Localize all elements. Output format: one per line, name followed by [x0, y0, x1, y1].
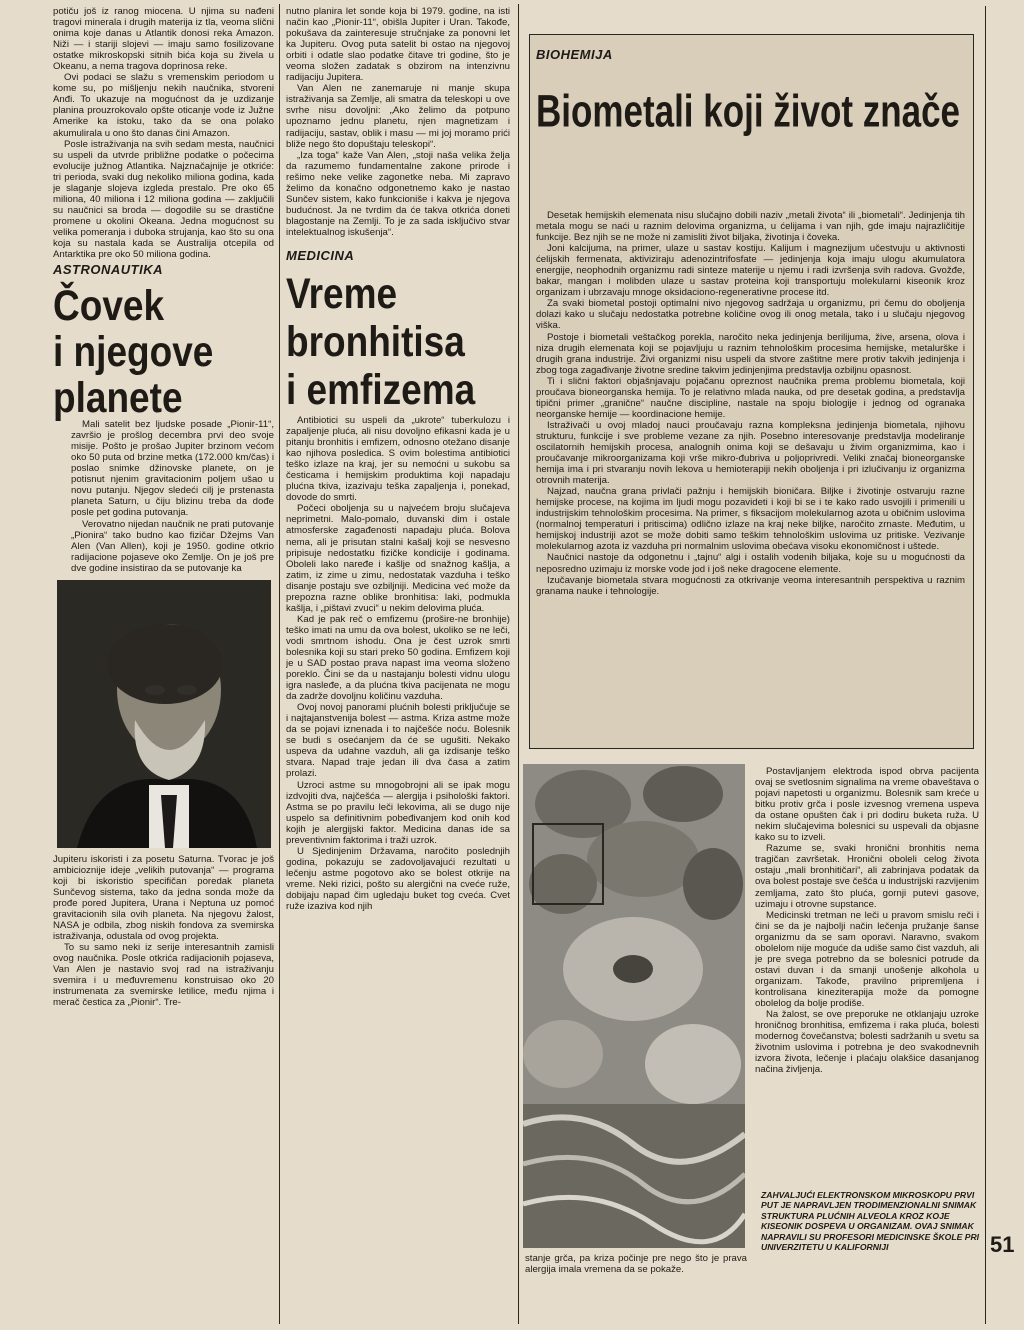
column-2 [286, 6, 510, 1324]
paragraph: Uzroci astme su mnogobrojni ali se ipak mogu izdvojiti dva, najčešća — alergija i psihološki faktori. Astma se po pravilu leči lekovima, ali se dugo nije uspelo sa definitivnim pobeđivanjem kod onih kod kojih je alergijski faktor. Medicina danas ide sa preventivnim faktorima i traži uzrok. [286, 779, 510, 846]
paragraph: Naučnici nastoje da odgonetnu i „tajnu“ algi i ostalih vodenih biljaka, koje su u mogućnosti da neposredno uzimaju iz morske vode jod i još neke dragocene elemente. [536, 552, 965, 575]
micrograph-caption: stanje grča, pa kriza počinje pre nego što je prava alergija imala vremena da se pokaže. [525, 1253, 747, 1276]
headline-line: i njegove [53, 328, 214, 376]
paragraph: Počeci oboljenja su u najvećem broju slučajeva neprimetni. Malo-pomalo, duvanski dim i ostale atmosferske zagađenosti napadaju pluća. Bolova nema, ali je prisutan stalni kašalj koji se nesvesno pripisuje nedostatku fizičke kondicije i godinama. Oboleli lako naređe i kašlje od snažnog kašlja, a zatim, iz zime u zimu, nedostatak vazduha i teško disanje postaju sve ozbiljniji. Medicina već može da prepozna razne oblike bronhitisa: laki, podmukla kašlja, i „pištavi zvuci“ u nekim delovima pluća. [286, 503, 510, 614]
col1-continuation [53, 854, 274, 1009]
paragraph: Za svaki biometal postoji optimalni nivo njegovog sadržaja u organizmu, pri čemu do oboljenja dolazi kako u slučaju nedostatka potrebne količine ovog ili onog metala, tako i u slučaju njegovog viška. [536, 298, 965, 332]
column-divider [279, 4, 280, 1324]
paragraph: Na žalost, se ove preporuke ne otklanjaju uzroke hroničnog bronhitisa, emfizema i raka pluća, bolesti modernog čovečanstva; bolesti sadržanih u svetu sa životnim uslovima i potrebna je deo svakodnevnih izvora života, lečenje i plaćaju olakšice dasanjanog načina življenja. [755, 1009, 979, 1076]
column-4 [755, 766, 979, 1186]
paragraph: Joni kalcijuma, na primer, ulaze u sastav kostiju. Kalijum i magnezijum učestvuju u aktivnosti ćelijskih fermenata, aktiviziraju adenozintrifosfate — jedinjenja koja imaju ulogu akumulatora energije, neophodnih organizmu radi sinteze materije u njemu i radi izvršenja svih radova. Gvožđe, bakar, mangan i molibden ulaze u sastav proteina koji transportuju molekularni kiseonik kroz organizam i ubrzavaju mnoge oksidaciono-regenerativne procese itd. [536, 243, 965, 299]
column-divider [518, 4, 519, 1324]
headline-line: bronhitisa [286, 318, 465, 366]
paragraph: Verovatno nijedan naučnik ne prati putovanje „Pionira“ tako budno kao fizičar Džejms Van Alen (Van Allen), koji je 1950. godine otkrio radijacione pojaseve oko Zemlje. On je još pre dve godine insistirao da se putovanje ka [71, 518, 274, 574]
col2-article [286, 415, 510, 912]
column-1 [53, 6, 274, 1324]
section-kicker-biohemija: BIOHEMIJA [536, 47, 613, 62]
paragraph: To su samo neki iz serije interesantnih zamisli ovog naučnika. Posle otkrića radijacionih pojaseva, Van Alen je nastavio svoj rad na istraživanju svemira i u međuvremenu konstruisao oko 20 instrumenata za svemirske letilice, među njima i merač čestica za „Pionir“. Tre- [53, 942, 274, 1009]
paragraph: Postavljanjem elektroda ispod obrva pacijenta ovaj se svetlosnim signalima na vreme obaveštava o pojavi napetosti u organizmu. Bolesnik sam kreće u bitku protiv grča i posle izvesnog vremena uspeva da ostane opušten čak i pri dodiru buketa ruža. U nekim slučajevima bolesnici su uspevali da objasne kako su to izveli. [755, 766, 979, 844]
portrait-image [57, 580, 271, 848]
paragraph: Desetak hemijskih elemenata nisu slučajno dobili naziv „metali života“ ili „biometali“. Jedinjenja tih metala mogu se naći u raznim delovima organizma, u ćelijama i van njih, gde imaju najrazličitije funkcije. Bez njih se ne može ni zamisliti život biljaka, životinja i čoveka. [536, 210, 965, 244]
paragraph: Ovoj novoj panorami plućnih bolesti priključuje se i najtajanstvenija bolest — astma. Kriza astme može da se pojavi iznenada i to najčešće noću. Bolesnik se budi s osećanjem da će se ugušiti. Nekako uspeva da udahne vazduh, ali ga izdisanje teško stvara. Napad traje jedan ili dva časa a zatim prolazi. [286, 702, 510, 780]
headline-line: Vreme [286, 270, 398, 318]
paragraph: Izučavanje biometala stvara mogućnosti za otkrivanje veoma interesantnih perspektiva u raznim granama nauke i tehnologije. [536, 574, 965, 597]
paragraph: Kad je pak reč o emfizemu (prošire-ne bronhije) teško imati na umu da ova bolest, ukoliko se ne leči, vodi smrtnom ishodu. Ona je čest uzrok smrti bolesnika koji su stari preko 50 godina. Emfizem koji je u SAD postao prava napast ima veoma složeno poreklo. Čini se da u nastajanju bolesti vidnu ulogu igra nasleđe, a da plućna tkiva pacijenata ne mogu da zadrže dovoljnu količinu vazduha. [286, 613, 510, 703]
col2-top-text [286, 6, 510, 238]
paragraph: Razume se, svaki hronični bronhitis nema tragičan završetak. Hronični oboleli celog života ostaju „mali bronhitičari“, ali zabrinjava podatak da ova bolest postaje sve češća u industrijski razvijenim zemljama, zato što pluća, gornji putevi gasove, uzimaju i otrovne supstance. [755, 843, 979, 910]
paragraph: potiču još iz ranog miocena. U njima su nađeni tragovi minerala i drugih materija iz tla, veoma slični onima koje danas u Atlantik donosi reka Amazon. Niži — i stariji slojevi — imaju samo fosilizovane ostatke mikroskopski sitnih bića koja su živela u Okeanu, a nema tragova doprinosa reke. [53, 6, 274, 73]
section-kicker-astronautika: ASTRONAUTIKA [53, 262, 163, 278]
paragraph: Najzad, naučna grana privlači pažnju i hemijskih bioničara. Biljke i životinje ostvaruju razne hemijske procese, na kojima im ljudi mogu pozavideti i koji bi se i te kako rado usvojili i primenili u industrijskim tehnološkim procesima. Na primer, s fiksacijom molekularnog azota u običnim uslovima (normalnoj temperaturi i pritiscima) odlično izlaze na kraj neke biljke, naročito zrnaste. Međutim, u hemijskoj industriji azot se može dobiti samo teškim tehnološkim uslovima uz pritiske. Vezivanje molekularnog azota iz vazduha pri normalnim uslovima obećava visoku ekonomičnost i uštede. [536, 486, 965, 553]
paragraph: Medicinski tretman ne leči u pravom smislu reči i čini se da je najbolji način lečenja pružanje šanse organizmu da se sam oporavi. Naravno, svakom obolelom nije moguće da udiše samo čist vazduh, ali je pre svega potrebno da se bolesnici potrude da ostavi duvan i da smanji unošenje alkohola u organizam. Takođe, pravilno pripremljena i kontrolisana kineziterapija može da pomogne obolelog da bolje prodiše. [755, 909, 979, 1009]
paragraph: Ti i slični faktori objašnjavaju pojačanu opreznost naučnika prema problemu biometala, koji proučava bioneorganska hemija. To je relativno mlada nauka, od pre desetak godina, a predstavlja tipični primer „granične“ naučne discipline, nastale na spoju biologije i jednog od ogranaka neorganske hemije — koordinacione hemije. [536, 375, 965, 420]
paragraph: Antibiotici su uspeli da „ukrote“ tuberkulozu i zapaljenje pluća, ali nisu dovoljno efikasni kada je u pitanju bronhitis i emfizem, odnosno otežano disanje kao njihova posledica. S ovim bolestima antibiotici teško izlaze na kraj, jer su nemoćni u sukobu sa česticama i hemijskim produktima koji napadaju plućna tkiva, izazivaju teška zapaljenja i, ponekad, dovode do smrti. [286, 414, 510, 504]
biohemija-box [529, 34, 974, 749]
portrait-photo [57, 580, 271, 848]
micrograph-image [523, 764, 745, 1248]
headline-covek [53, 279, 274, 422]
page-number: 51 [990, 1232, 1015, 1257]
headline-line: planete [53, 374, 183, 422]
headline-vreme [286, 265, 510, 415]
section-kicker-medicina: MEDICINA [286, 247, 355, 263]
paragraph: Ovi podaci se slažu s vremenskim periodom u kome su, po mišljenju nekih naučnika, stvoreni Anđi. To ukazuje na mogućnost da je uzdizanje planina prouzrokovalo opšte oticanje vode iz Južne Amerike ka istoku, tako da se ona polako akumulirala u ono što danas čini Amazon. [53, 72, 274, 139]
paragraph: Jupiteru iskoristi i za posetu Saturna. Tvorac je još ambicioznije ideje „velikih putovanja“ — programa koji bi iskoristio specifičan poredak planeta Sunčevog sistema, tako da jedna sonda može da prođe pored Jupitera, Urana i Neptuna uz pomoć gravitacionih sila ovih planeta. Na njegovu žalost, NASA je odbila, zbog niskih fondova za svemirska istraživanja, odustala od ovog projekta. [53, 853, 274, 943]
paragraph: nutno planira let sonde koja bi 1979. godine, na isti način kao „Pionir-11“, obišla Jupiter i Uran. Takođe, pokušava da zainteresuje stručnjake za ponovni let ka Jupiteru. Ovog puta satelit bi ostao na njegovoj orbiti i odatle slao podatke čitave tri godine, što je veoma složen zadatak s obzirom na intenzivnu radijaciju Jupitera. [286, 6, 510, 84]
paragraph: Mali satelit bez ljudske posade „Pionir-11“, završio je prošlog decembra prvi deo svoje misije. Pošto je prošao Jupiter brzinom većom oko 50 puta od brzine metka (172.000 km/čas) i poslao snimke džinovske planete, on je potisnut njenim gravitacionim poljem ušao u novu putanju. Njegov sledeći cilj je prstenasta planeta Saturn, u čiju blizinu treba da dođe posle pet godina putovanja. [71, 419, 274, 519]
col4-article [755, 766, 979, 1075]
paragraph: Posle istraživanja na svih sedam mesta, naučnici su uspeli da utvrde približne podatke o počecima evolucije južnog Atlantika. Najznačajnije je otkriće: tri perioda, svaki dug nekoliko miliona godina, kada je slaganje slojeva izgleda prestalo. Pre oko 65 miliona, 40 miliona i 12 miliona godina — zaključili su naučnici sa broda — dogodile su se drastične promene u okolini Okeana. Jedna mogućnost su velika pomeranja i duboka strujanja, kao što su ona koja su nastala kada se Australija otcepila od Antarktika pre oko 50 miliona godina. [53, 138, 274, 261]
paragraph: Van Alen ne zanemaruje ni manje skupa istraživanja sa Zemlje, ali smatra da teleskopi u ove svrhe nisu dovoljni: „Ako želimo da potpuno upoznamo jednu planetu, njen magnetizam i radijaciju, sastav, oblik i masu — mi joj moramo prići bliže nego što dopuštaju teleskopi“. [286, 83, 510, 150]
paragraph: Istraživači u ovoj mladoj nauci proučavaju razna kompleksna jedinjenja biometala, njihovu strukturu, funkcije i sve probleme vezane za njih. Posebno interesovanje predstavlja modeliranje oscilatornih hemijskih procesa, analognih onima koji se dešavaju u živim organizmima, kao i proučavanje mikroorganizama koji vrše mikro-đubriva u poljoprivredi. Veliki značaj bioneorganske hemija ima i pri stvaranju novih lekova u hemioterapiji nekih oboljenja i pri izlučivanju iz organizma otrovnih materija. [536, 419, 965, 487]
col1-top-text [53, 6, 274, 260]
headline-line: Čovek [53, 282, 165, 330]
photo-credit: ZAHVALJUĆI ELEKTRONSKOM MIKROSKOPU PRVI PUT JE NAPRAVLJEN TRODIMENZIONALNI SNIMAK STRUKTURA PLUĆNIH ALVEOLA KROZ KOJE KISEONIK DOSPEVA U ORGANIZAM. OVAJ SNIMAK NAPRAVILI SU PROFESORI MEDICINSKE ŠKOLE PRI UNIVERZITETU U KALIFORNIJI [761, 1190, 980, 1253]
col1-article [53, 419, 274, 574]
headline-line: i emfizema [286, 366, 476, 414]
micrograph-photo [523, 764, 745, 1248]
col3-article [536, 210, 965, 597]
headline-biometali: Biometali koji život znače [536, 86, 960, 137]
paragraph: Postoje i biometali veštačkog porekla, naročito neka jedinjenja berilijuma, žive, arsena, olova i niza drugih elemenata koji se pojavljuju u raznim tehnološkim procesima hemijske, metalurške i drugih grana industrije. Živi organizmi nisu uspeli da stvore zaštitne mere protiv takvih jedinjenja i zbog toga zagađivanje životne sredine takvim jedinjenjima predstavlja ozbiljnu opasnost. [536, 331, 965, 376]
paragraph: „Iza toga“ kaže Van Alen, „stoji naša velika želja da razumemo fundamentalne zakone prirode i rešimo neke velike zagonetke neba. Mi zapravo želimo da konačno odgonetnemo kako je nastao Sunčev sistem, kako funkcioniše i kakva je njegova budućnost. Ja ne tvrdim da će takva otkrića doneti blagostanje na Zemlji. To je za sada isključivo stvar intelektualnog iskušenja“. [286, 149, 510, 238]
paragraph: U Sjedinjenim Državama, naročito poslednjih godina, pokazuju se zadovoljavajući rezultati u lečenju astme pogotovo ako se bolest otkrije na vreme. Neki rizici, pošto su alergični na cveće ruže, dobijaju napad čim ugledaju buket tog cveća. Cvet ruže izaziva kod njih [286, 845, 510, 913]
outer-rule [985, 6, 986, 1324]
